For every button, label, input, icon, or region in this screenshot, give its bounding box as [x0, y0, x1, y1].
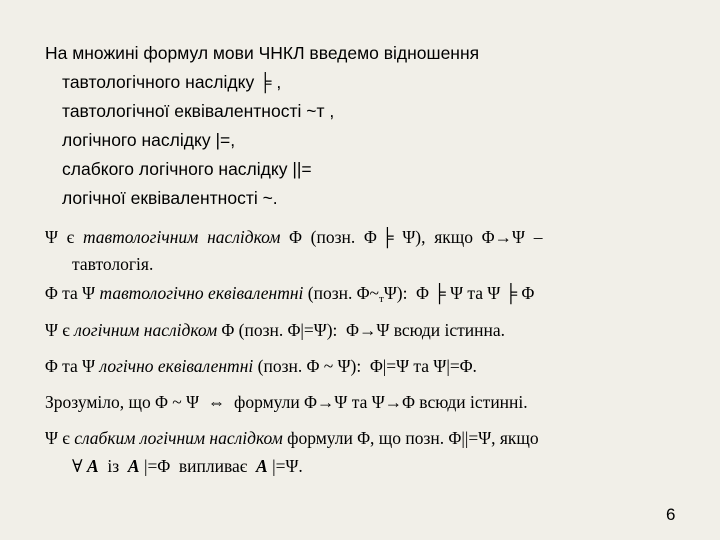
definition-text: Ψ є: [45, 428, 75, 448]
intro-item-taut-consequence: тавтологічного наслідку ╞ ,: [62, 72, 282, 92]
definition-weak-logical-consequence: [45, 428, 539, 448]
definition-text: (позн. Φ ~ Ψ): Φ|=Ψ та Ψ|=Φ.: [253, 356, 477, 376]
definition-logical-equivalence: [45, 356, 477, 376]
definition-text: Φ (позн. Φ|=Ψ): Φ→Ψ всюди істинна.: [217, 320, 506, 340]
defined-term: слабким логічним наслідком: [74, 428, 283, 448]
definition-text: Ψ є: [45, 320, 75, 340]
formula-set-a: A: [256, 456, 268, 476]
definition-tautological-consequence-continuation: тавтологія.: [72, 254, 154, 274]
definition-text: |=Ψ.: [267, 456, 303, 476]
defined-term: тавтологічним наслідком: [82, 227, 281, 247]
definition-tautological-equivalence: [45, 283, 534, 309]
formula-set-a: A: [86, 456, 99, 476]
definition-text: Φ (позн. Φ ╞ Ψ), якщо Φ→Ψ –: [280, 227, 543, 247]
defined-term: тавтологічно еквівалентні: [99, 283, 304, 303]
definition-text: Φ та Ψ: [45, 283, 100, 303]
intro-item-weak-consequence: слабкого логічного наслідку ||=: [62, 159, 312, 179]
definition-tautological-consequence: [45, 227, 542, 247]
intro-item-logical-consequence: логічного наслідку |=,: [62, 130, 236, 150]
defined-term: логічно еквівалентні: [99, 356, 254, 376]
definition-text: (позн. Φ~: [303, 283, 380, 303]
definition-text: ∀: [72, 456, 87, 476]
defined-term: логічним наслідком: [74, 320, 218, 340]
definition-text: Ψ є: [45, 227, 83, 247]
definition-text: формули Φ, що позн. Φ||=Ψ, якщо: [282, 428, 539, 448]
definition-text: Φ та Ψ: [45, 356, 100, 376]
intro-item-logical-equivalence: логічної еквівалентності ~.: [62, 188, 278, 208]
intro-item-taut-equivalence: тавтологічної еквівалентності ~т ,: [62, 101, 335, 121]
definition-text: |=Φ випливає: [139, 456, 257, 476]
definition-text: із: [98, 456, 128, 476]
definition-logical-consequence: [45, 320, 505, 340]
formula-set-a: A: [127, 456, 140, 476]
definition-text: Ψ): Φ ╞ Ψ та Ψ ╞ Φ: [383, 283, 535, 303]
definition-weak-logical-consequence-continuation: [72, 456, 303, 476]
subscript-t: т: [379, 293, 384, 305]
remark: Зрозуміло, що Φ ~ Ψ ⇔ формули Φ→Ψ та Ψ→Φ всюди істинні.: [45, 392, 528, 412]
page-number: 6: [666, 505, 676, 524]
intro-heading: На множині формул мови ЧНКЛ введемо відношення: [45, 43, 480, 63]
